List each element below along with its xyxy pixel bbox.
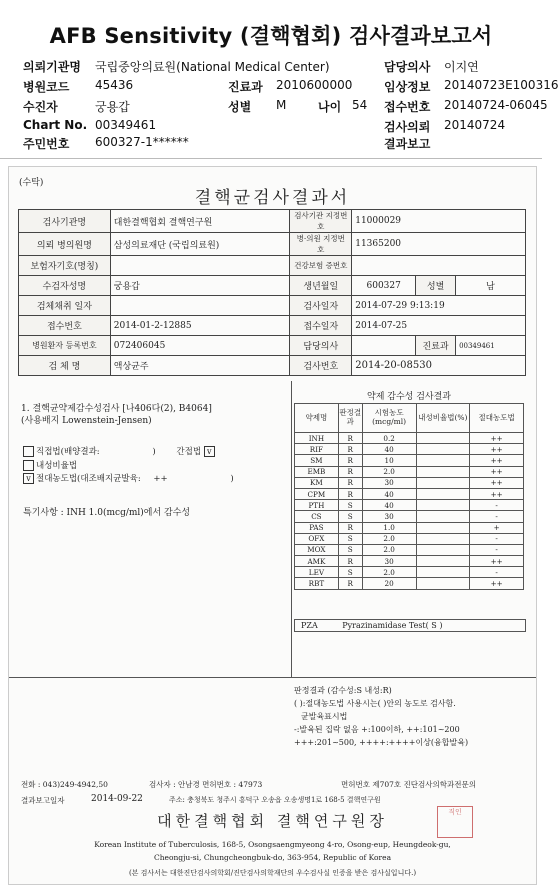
- sens-title: 약제 감수성 검사결과: [367, 392, 451, 402]
- agency-code-label: 검사기관 지정번호: [290, 210, 352, 233]
- drug-row: [295, 444, 524, 455]
- drug-r-cell: R: [338, 455, 362, 466]
- drug-row: [295, 477, 524, 488]
- footer-org-en2: Cheongju-si, Chungcheongbuk-do, 363-954, Republic of Korea: [153, 853, 392, 862]
- footer-inspector: 검사자 : 안남경 면허번호 : 47973: [149, 780, 263, 789]
- pza-row: [294, 619, 526, 632]
- drug-conc-cell: 2.0: [362, 567, 416, 578]
- method-line1: 1. 결핵균약제감수성검사 [나406다(2), B4064]: [21, 404, 212, 414]
- receipt-date-value: 2014-07-25: [352, 316, 526, 336]
- drug-name-cell: OFX: [295, 533, 339, 544]
- indirect-checkbox: v: [204, 446, 215, 457]
- col-drug: 약제명: [295, 404, 339, 433]
- drug-conc-cell: 30: [362, 477, 416, 488]
- age-label: 나이: [318, 100, 342, 114]
- drug-name-cell: RIF: [295, 444, 339, 455]
- drug-row: [295, 522, 524, 533]
- insurance-value: [110, 256, 290, 276]
- legend-line1: 판정결과 (감수성:S 내성:R): [294, 686, 392, 695]
- legend-divider: [9, 677, 536, 678]
- footer-phone: 전화 : 043)249-4942,50: [21, 780, 108, 789]
- drug-conc-cell: 2.0: [362, 544, 416, 555]
- drug-row: [295, 567, 524, 578]
- agency-value: 대한결핵협회 결핵연구원: [110, 210, 290, 233]
- drug-ratio-cell: [416, 488, 470, 499]
- sex-label: 성별: [228, 100, 252, 114]
- drug-name-cell: PTH: [295, 500, 339, 511]
- drug-abs-cell: -: [470, 533, 524, 544]
- ratio-checkbox: [23, 460, 34, 471]
- drug-conc-cell: 40: [362, 500, 416, 511]
- receipt-label: 접수번호: [384, 100, 431, 114]
- institution-label: 의뢰기관명: [23, 60, 81, 74]
- drug-row: [295, 500, 524, 511]
- hosp-code-label: 병원코드: [23, 80, 70, 94]
- footer-licensee: 면허번호 제707호 진단검사의학과전문의: [341, 780, 477, 789]
- drug-ratio-cell: [416, 433, 470, 444]
- drug-conc-cell: 40: [362, 488, 416, 499]
- drug-r-cell: S: [338, 533, 362, 544]
- hosp-code-value: 45436: [95, 78, 134, 92]
- patient-value: 궁용갑: [95, 100, 130, 114]
- drug-name-cell: INH: [295, 433, 339, 444]
- page-title: AFB Sensitivity (결핵협회) 검사결과보고서: [49, 24, 493, 48]
- legend-line2: ( ):절대농도법 사용시는( )안의 농도로 검사함.: [294, 699, 456, 708]
- chart-no-label: Chart No.: [23, 118, 88, 132]
- legend-line4: -:발육된 집락 없음 +:100이하, ++:101~200: [294, 725, 460, 734]
- footer-address: 주소: 충청북도 청주시 흥덕구 오송읍 오송생명1로 168-5 결핵연구원: [169, 796, 381, 804]
- drug-ratio-cell: [416, 533, 470, 544]
- drug-ratio-cell: [416, 500, 470, 511]
- patient-label: 수진자: [23, 100, 58, 114]
- drug-r-cell: S: [338, 511, 362, 522]
- drug-conc-cell: 20: [362, 578, 416, 589]
- test-date-value: 2014-07-29 9:13:19: [352, 296, 526, 316]
- report-sex-value: 남: [456, 276, 526, 296]
- form-tag: (수탁): [19, 178, 44, 188]
- dept-value: 2010600000: [276, 78, 353, 92]
- drug-row: [295, 433, 524, 444]
- drug-name-cell: AMK: [295, 556, 339, 567]
- drug-abs-cell: ++: [470, 578, 524, 589]
- drug-name-cell: CPM: [295, 488, 339, 499]
- drug-r-cell: R: [338, 556, 362, 567]
- drug-name-cell: EMB: [295, 466, 339, 477]
- drug-abs-cell: -: [470, 511, 524, 522]
- collect-date-label: 검체채취 일자: [19, 296, 111, 316]
- info-table: [18, 209, 526, 376]
- drug-name-cell: SM: [295, 455, 339, 466]
- footer-org-en1: Korean Institute of Tuberculosis, 168-5, Osongsaengmyeong 4-ro, Osong-eup, Heungdeok-gu,: [94, 840, 451, 849]
- patient-name-label: 수검자성명: [19, 276, 111, 296]
- drug-r-cell: R: [338, 522, 362, 533]
- col-ratio: 내성비율법(%): [416, 404, 470, 433]
- footer-report-date: 2014-09-22: [91, 794, 143, 804]
- direct-checkbox: [23, 446, 34, 457]
- drug-r-cell: R: [338, 433, 362, 444]
- drug-row: [295, 488, 524, 499]
- drug-r-cell: R: [338, 444, 362, 455]
- col-conc: 시험농도(mcg/ml): [362, 404, 416, 433]
- drug-abs-cell: -: [470, 544, 524, 555]
- clinical-info-label: 임상정보: [384, 80, 431, 94]
- request-value: 20140724: [444, 118, 506, 132]
- drug-ratio-cell: [416, 466, 470, 477]
- drug-ratio-cell: [416, 477, 470, 488]
- drug-r-cell: R: [338, 477, 362, 488]
- drug-abs-cell: -: [470, 567, 524, 578]
- agency-code-value: 11000029: [352, 210, 526, 233]
- institution-value: 국립중앙의료원(National Medical Center): [95, 60, 330, 74]
- scanned-report: [8, 166, 537, 885]
- drug-conc-cell: 2.0: [362, 466, 416, 477]
- section-divider: [291, 381, 292, 677]
- drug-name-cell: CS: [295, 511, 339, 522]
- absolute-checkbox: v: [23, 473, 34, 484]
- health-no-value: [352, 256, 526, 276]
- receipt-no-label: 접수번호: [19, 316, 111, 336]
- drug-ratio-cell: [416, 556, 470, 567]
- test-no-value: 2014-20-08530: [352, 356, 526, 376]
- report-doctor-value: [352, 336, 416, 356]
- drug-abs-cell: ++: [470, 556, 524, 567]
- chart-no-value: 00349461: [95, 118, 157, 132]
- clinical-info-value: 20140723E100316: [444, 78, 558, 92]
- report-label: 결과보고: [384, 137, 431, 151]
- report-title: 결핵균검사결과서: [194, 188, 351, 208]
- drug-abs-cell: ++: [470, 477, 524, 488]
- legend-line5: +++:201~500, ++++:++++이상(융합발육): [294, 738, 469, 747]
- reg-no-label: 병원환자 등록번호: [19, 336, 111, 356]
- receipt-date-label: 접수일자: [290, 316, 352, 336]
- specimen-value: 액상균주: [110, 356, 290, 376]
- col-abs: 절대농도법: [470, 404, 524, 433]
- drug-r-cell: S: [338, 500, 362, 511]
- drug-ratio-cell: [416, 511, 470, 522]
- absolute-method: v 절대농도법(대조배지균발육: ++ ): [23, 472, 234, 484]
- clinic-code-label: 병·의원 지정번호: [290, 233, 352, 256]
- drug-conc-cell: 40: [362, 444, 416, 455]
- drug-conc-cell: 1.0: [362, 522, 416, 533]
- pza-label: PZA: [301, 621, 318, 630]
- receipt-no-value: 2014-01-2-12885: [110, 316, 290, 336]
- drug-abs-cell: ++: [470, 455, 524, 466]
- drug-row: [295, 578, 524, 589]
- clinic-code-value: 11365200: [352, 233, 526, 256]
- test-no-label: 검사번호: [290, 356, 352, 376]
- drug-row: [295, 544, 524, 555]
- drug-ratio-cell: [416, 444, 470, 455]
- patient-name-value: 궁용갑: [110, 276, 290, 296]
- drug-conc-cell: 30: [362, 511, 416, 522]
- request-label: 검사의뢰: [384, 120, 431, 134]
- rrn-value: 600327-1******: [95, 135, 189, 149]
- drug-row: [295, 556, 524, 567]
- drug-r-cell: R: [338, 466, 362, 477]
- receipt-value: 20140724-06045: [444, 98, 548, 112]
- drug-name-cell: PAS: [295, 522, 339, 533]
- health-no-label: 건강보험 증번호: [290, 256, 352, 276]
- dept-label: 진료과: [228, 80, 263, 94]
- collect-date-value: [110, 296, 290, 316]
- dob-label: 생년월일: [290, 276, 352, 296]
- req-inst-label: 의뢰 병의원명: [19, 233, 111, 256]
- reg-no-value: 072406045: [110, 336, 290, 356]
- doctor-value: 이지연: [444, 60, 479, 74]
- drug-ratio-cell: [416, 455, 470, 466]
- report-dept-label: 진료과: [416, 336, 456, 356]
- dob-value: 600327: [352, 276, 416, 296]
- drug-abs-cell: ++: [470, 488, 524, 499]
- req-inst-value: 삼성의료재단 (국립의료원): [110, 233, 290, 256]
- specimen-label: 검 체 명: [19, 356, 111, 376]
- drug-r-cell: S: [338, 544, 362, 555]
- special-note: 특기사항 : INH 1.0(mcg/ml)에서 감수성: [23, 508, 191, 518]
- drug-conc-cell: 30: [362, 556, 416, 567]
- drug-abs-cell: ++: [470, 433, 524, 444]
- drug-abs-cell: +: [470, 522, 524, 533]
- drug-row: [295, 511, 524, 522]
- drug-conc-cell: 0.2: [362, 433, 416, 444]
- rrn-label: 주민번호: [23, 137, 70, 151]
- footer-notice: (본 검사서는 대한진단검사의학회/진단검사의학재단의 우수검사실 인증을 받은 검사실입니다.): [128, 869, 417, 877]
- agency-label: 검사기관명: [19, 210, 111, 233]
- direct-method: 직접법(배양결과: ) 간접법 v: [23, 445, 217, 457]
- drug-row: [295, 455, 524, 466]
- report-dept-value: 00349461: [456, 336, 526, 356]
- drug-name-cell: LEV: [295, 567, 339, 578]
- drug-ratio-cell: [416, 578, 470, 589]
- drug-r-cell: R: [338, 578, 362, 589]
- report-doctor-label: 담당의사: [290, 336, 352, 356]
- official-seal: 직인: [437, 806, 473, 838]
- drug-row: [295, 466, 524, 477]
- report-sex-label: 성별: [416, 276, 456, 296]
- drug-row: [295, 533, 524, 544]
- sex-value: M: [276, 98, 287, 112]
- drug-name-cell: RBT: [295, 578, 339, 589]
- ratio-method: 내성비율법: [23, 459, 77, 471]
- insurance-label: 보험자기호(명칭): [19, 256, 111, 276]
- age-value: 54: [352, 98, 368, 112]
- drug-abs-cell: ++: [470, 444, 524, 455]
- legend-line3: 균발육표시법: [301, 712, 348, 721]
- sensitivity-table: [294, 403, 524, 590]
- drug-conc-cell: 2.0: [362, 533, 416, 544]
- drug-r-cell: S: [338, 567, 362, 578]
- footer-report-date-label: 결과보고일자: [21, 796, 65, 805]
- drug-abs-cell: -: [470, 500, 524, 511]
- drug-r-cell: R: [338, 488, 362, 499]
- drug-ratio-cell: [416, 567, 470, 578]
- footer-org-kr: 대한결핵협회 결핵연구원장: [157, 812, 388, 830]
- header-divider: [0, 158, 542, 159]
- drug-ratio-cell: [416, 522, 470, 533]
- drug-ratio-cell: [416, 544, 470, 555]
- col-result: 판정결과: [338, 404, 362, 433]
- method-line2: (사용배지 Lowenstein-Jensen): [21, 416, 152, 426]
- doctor-label: 담당의사: [384, 60, 431, 74]
- drug-abs-cell: ++: [470, 466, 524, 477]
- drug-conc-cell: 10: [362, 455, 416, 466]
- pza-value: Pyrazinamidase Test( S ): [342, 621, 443, 630]
- test-date-label: 검사일자: [290, 296, 352, 316]
- drug-name-cell: MOX: [295, 544, 339, 555]
- drug-name-cell: KM: [295, 477, 339, 488]
